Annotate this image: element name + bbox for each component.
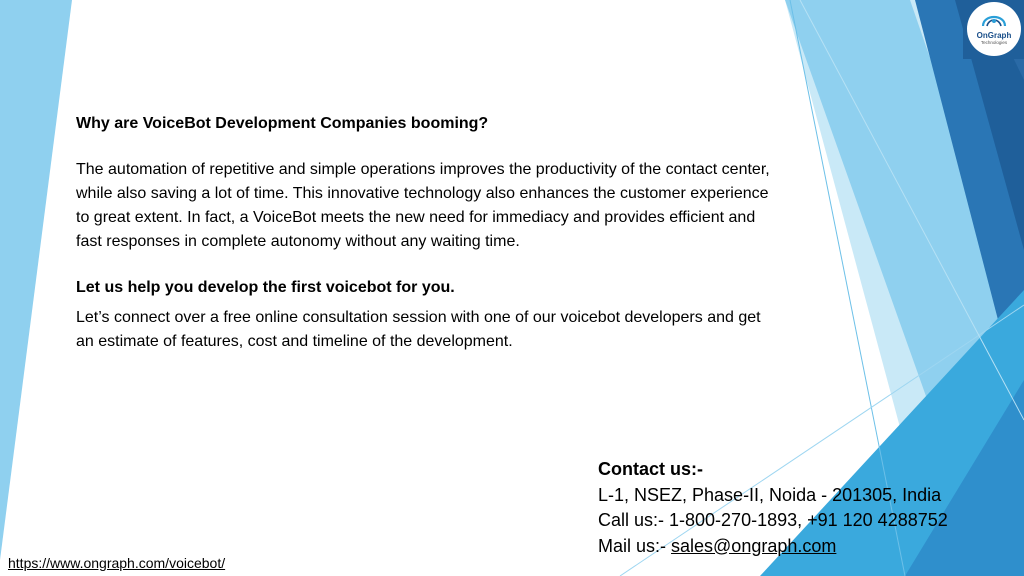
contact-address: L-1, NSEZ, Phase-II, Noida - 201305, India <box>598 484 942 505</box>
logo-mark-icon <box>967 2 1021 56</box>
cta-heading: Let us help you develop the first voicebot for you. <box>76 279 455 296</box>
logo-circle <box>967 2 1021 56</box>
logo-name: OnGraph <box>976 31 1012 40</box>
cta-paragraph: Let’s connect over a free online consultation session with one of our voicebot developers and get an estimate of features, cost and timeline of the development. <box>76 309 761 350</box>
contact-mail-label: Mail us:- <box>598 535 672 556</box>
logo <box>963 0 1024 59</box>
contact-title: Contact us:- <box>598 459 703 479</box>
main-content <box>76 112 776 354</box>
left-stripe <box>0 0 72 560</box>
footer-url-link[interactable]: https://www.ongraph.com/voicebot/ <box>8 555 226 571</box>
contact-phone: Call us:- 1-800-270-1893, +91 120 4288752 <box>598 510 948 530</box>
logo-tagline: Technologies <box>980 40 1008 45</box>
contact-mail-link[interactable]: sales@ongraph.com <box>671 535 837 556</box>
contact-block <box>598 457 948 559</box>
section-heading: Why are VoiceBot Development Companies booming? <box>76 115 489 132</box>
body-paragraph: The automation of repetitive and simple operations improves the productivity of the contact center, while also saving a lot of time. This innovative technology also enhances the customer experience to great extent. In fact, a VoiceBot meets the new need for immediacy and provides efficient and fast responses in complete autonomy without any waiting time. <box>76 161 770 250</box>
contact-mail-row <box>598 534 948 560</box>
